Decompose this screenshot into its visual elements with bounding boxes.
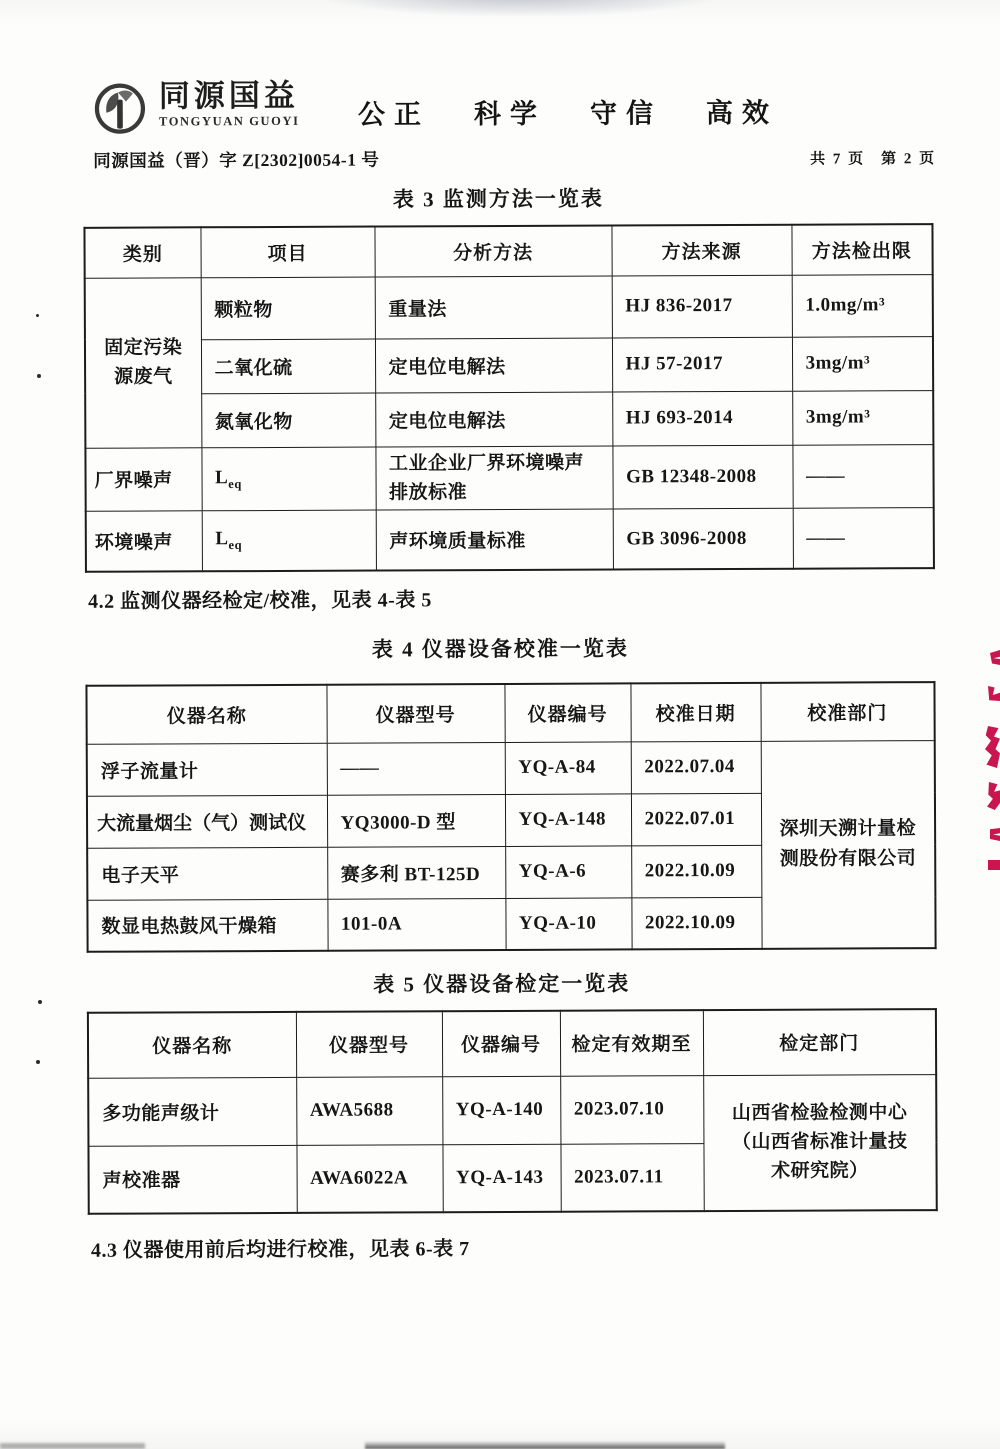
cell-model: 赛多利 BT-125D bbox=[327, 846, 505, 899]
table5-col-date: 检定有效期至 bbox=[560, 1010, 703, 1076]
table3-header-row bbox=[84, 224, 932, 278]
cell-date: 2023.07.10 bbox=[560, 1075, 703, 1144]
table5-col-serial: 仪器编号 bbox=[442, 1011, 560, 1077]
cell-name: 电子天平 bbox=[87, 847, 327, 900]
slogan-word-3: 守信 bbox=[589, 98, 663, 129]
table-row bbox=[88, 1074, 936, 1146]
company-name-en: TONGYUAN GUOYI bbox=[158, 113, 300, 129]
cell-name: 声校准器 bbox=[88, 1145, 296, 1214]
table4-calibration-list bbox=[85, 681, 936, 953]
cell-limit: 3mg/m³ bbox=[792, 336, 933, 391]
cell-source: GB 12348-2008 bbox=[612, 445, 792, 510]
cell-date: 2022.07.01 bbox=[631, 793, 761, 846]
company-logo bbox=[93, 79, 300, 136]
table5-col-model: 仪器型号 bbox=[296, 1011, 442, 1077]
page-current: 第 2 页 bbox=[881, 151, 937, 168]
cell-date: 2022.10.09 bbox=[631, 845, 761, 898]
table5-col-name: 仪器名称 bbox=[88, 1012, 296, 1078]
cell-serial: YQ-A-143 bbox=[442, 1144, 560, 1213]
scan-smudge-bottom-left bbox=[0, 1443, 145, 1449]
table5-col-dept: 检定部门 bbox=[703, 1009, 936, 1075]
cell-name: 大流量烟尘（气）测试仪 bbox=[87, 795, 327, 848]
cell-item-leq: $L_{eq}$ bbox=[201, 447, 375, 512]
cell-date: 2023.07.11 bbox=[560, 1143, 703, 1212]
cell-name: 数显电热鼓风干燥箱 bbox=[87, 899, 327, 952]
cell-item: 颗粒物 bbox=[201, 277, 375, 340]
table4-col-model: 仪器型号 bbox=[326, 684, 504, 743]
cell-limit: —— bbox=[793, 508, 934, 569]
cell-method: 定电位电解法 bbox=[375, 392, 612, 447]
table4-header-row bbox=[86, 682, 934, 744]
section-4-3: 4.3 仪器使用前后均进行校准，见表 6-表 7 bbox=[90, 1238, 470, 1262]
cell-model: AWA6022A bbox=[296, 1144, 442, 1213]
cell-serial: YQ-A-6 bbox=[505, 845, 631, 898]
table3-monitoring-methods bbox=[83, 223, 935, 573]
table-row bbox=[86, 508, 934, 572]
company-slogan bbox=[358, 91, 778, 132]
table-row bbox=[85, 444, 933, 512]
cell-serial: YQ-A-10 bbox=[505, 897, 631, 950]
table4-title: 表 4 仪器设备校准一览表 bbox=[371, 636, 629, 662]
cell-category: 环境噪声 bbox=[86, 511, 202, 572]
cell-date: 2022.10.09 bbox=[631, 897, 761, 950]
cell-limit: —— bbox=[792, 444, 933, 508]
table3-col-source: 方法来源 bbox=[611, 225, 791, 276]
table5-header-row bbox=[88, 1009, 936, 1078]
scan-dot bbox=[37, 374, 41, 378]
slogan-word-1: 公正 bbox=[357, 99, 431, 130]
table3-col-method: 分析方法 bbox=[374, 226, 611, 277]
table3-col-limit: 方法检出限 bbox=[791, 224, 932, 275]
table4-col-dept: 校准部门 bbox=[760, 682, 934, 741]
cell-category: 厂界噪声 bbox=[85, 447, 201, 511]
cell-serial: YQ-A-140 bbox=[442, 1076, 560, 1145]
cell-limit: 3mg/m³ bbox=[792, 390, 933, 445]
cell-source: HJ 693-2014 bbox=[612, 391, 792, 446]
section-4-2: 4.2 监测仪器经检定/校准，见表 4-表 5 bbox=[88, 589, 432, 613]
cell-source: HJ 836-2017 bbox=[612, 275, 792, 338]
stamp-fragment bbox=[988, 860, 1000, 870]
cell-name: 浮子流量计 bbox=[87, 743, 327, 796]
table-row bbox=[87, 740, 935, 796]
cell-source: GB 3096-2008 bbox=[613, 509, 793, 570]
cell-limit: 1.0mg/m³ bbox=[792, 274, 933, 337]
table3-col-category: 类别 bbox=[84, 227, 200, 278]
cell-model: YQ3000-D 型 bbox=[327, 794, 505, 847]
cell-item: 二氧化硫 bbox=[201, 339, 375, 394]
table4-col-serial: 仪器编号 bbox=[504, 683, 630, 742]
cell-calibration-dept: 深圳天溯计量检测股份有限公司 bbox=[761, 740, 936, 949]
cell-name: 多功能声级计 bbox=[88, 1077, 296, 1146]
cell-model: —— bbox=[327, 742, 505, 795]
table3-title: 表 3 监测方法一览表 bbox=[392, 186, 604, 212]
cell-verification-dept: 山西省检验检测中心（山西省标准计量技术研究院） bbox=[703, 1074, 937, 1211]
cell-method: 声环境质量标准 bbox=[376, 509, 613, 570]
slogan-word-4: 高效 bbox=[705, 97, 779, 129]
document-number: 同源国益（晋）字 Z[2302]0054-1 号 bbox=[93, 149, 380, 171]
cell-serial: YQ-A-84 bbox=[505, 741, 631, 794]
company-logo-icon bbox=[93, 80, 147, 136]
scan-dot bbox=[38, 1000, 42, 1004]
scan-dot bbox=[36, 1060, 40, 1064]
table4-col-date: 校准日期 bbox=[630, 683, 760, 742]
cell-item: 氮氧化物 bbox=[201, 393, 375, 448]
cell-model: 101-0A bbox=[327, 898, 505, 951]
table5-verification-list bbox=[87, 1008, 938, 1215]
pages-total: 共 7 页 bbox=[810, 151, 866, 168]
cell-item-leq: $L_{eq}$ bbox=[202, 510, 376, 571]
table-row bbox=[85, 274, 933, 340]
page-info bbox=[810, 147, 936, 169]
cell-method: 重量法 bbox=[375, 276, 612, 339]
table4-col-name: 仪器名称 bbox=[86, 685, 326, 744]
table-row bbox=[85, 390, 933, 448]
table3-col-item: 项目 bbox=[200, 227, 374, 278]
cell-method: 工业企业厂界环境噪声排放标准 bbox=[375, 446, 612, 511]
cell-method: 定电位电解法 bbox=[375, 338, 612, 393]
scan-smudge-bottom bbox=[365, 1441, 725, 1449]
company-name-cn: 同源国益 bbox=[158, 77, 299, 114]
table-row bbox=[85, 336, 933, 394]
cell-category-waste-gas: 固定污染源废气 bbox=[85, 277, 202, 448]
slogan-word-2: 科学 bbox=[473, 98, 547, 130]
cell-source: HJ 57-2017 bbox=[612, 337, 792, 392]
cell-serial: YQ-A-148 bbox=[505, 793, 631, 846]
document-header-line bbox=[93, 144, 936, 173]
cell-date: 2022.07.04 bbox=[631, 741, 761, 794]
scan-dot bbox=[36, 314, 39, 317]
table5-title: 表 5 仪器设备检定一览表 bbox=[373, 971, 631, 997]
cell-model: AWA5688 bbox=[296, 1076, 442, 1145]
